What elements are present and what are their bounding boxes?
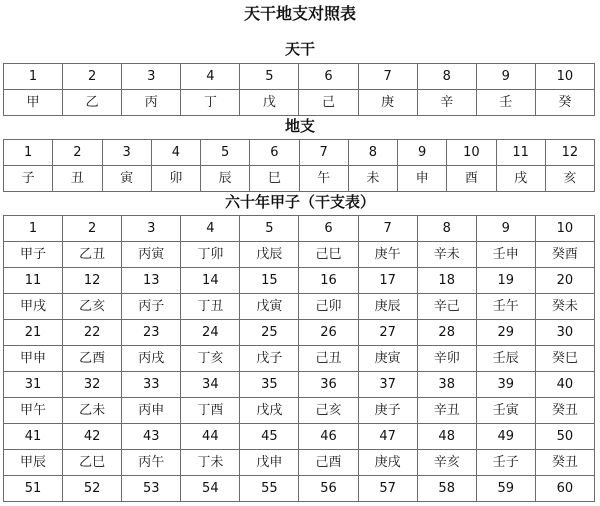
table-cell: 亥 — [545, 166, 594, 192]
table-cell: 10 — [535, 216, 594, 242]
table-cell: 59 — [476, 476, 535, 502]
table-cell: 16 — [299, 268, 358, 294]
table-cell: 12 — [63, 268, 122, 294]
table-cell: 54 — [181, 476, 240, 502]
table-cell: 寅 — [102, 166, 151, 192]
table-cell: 7 — [358, 64, 417, 90]
table-cell: 28 — [417, 320, 476, 346]
dizhi-heading: 地支 — [284, 117, 315, 135]
table-cell: 33 — [122, 372, 181, 398]
table-cell: 27 — [358, 320, 417, 346]
table-cell: 21 — [4, 320, 63, 346]
table-cell: 己酉 — [299, 450, 358, 476]
table-cell: 乙 — [63, 90, 122, 116]
number-row — [4, 320, 595, 346]
table-cell: 15 — [240, 268, 299, 294]
name-row — [4, 242, 595, 268]
table-cell: 子 — [4, 166, 53, 192]
table-cell: 18 — [417, 268, 476, 294]
jiazi-table — [3, 215, 595, 502]
table-cell: 37 — [358, 372, 417, 398]
table-cell: 24 — [181, 320, 240, 346]
table-cell: 19 — [476, 268, 535, 294]
table-cell: 壬午 — [476, 294, 535, 320]
table-cell: 22 — [63, 320, 122, 346]
table-cell: 32 — [63, 372, 122, 398]
table-cell: 辛卯 — [417, 346, 476, 372]
page-title: 天干地支对照表 — [243, 4, 356, 23]
dizhi-table — [3, 139, 595, 192]
table-cell: 丁亥 — [181, 346, 240, 372]
table-cell: 9 — [398, 140, 447, 166]
table-cell: 23 — [122, 320, 181, 346]
table-cell: 壬 — [476, 90, 535, 116]
table-cell: 46 — [299, 424, 358, 450]
table-cell: 8 — [348, 140, 397, 166]
table-cell: 29 — [476, 320, 535, 346]
table-cell: 1 — [4, 140, 53, 166]
table-cell: 丙申 — [122, 398, 181, 424]
table-cell: 戊申 — [240, 450, 299, 476]
table-cell: 4 — [151, 140, 200, 166]
table-cell: 7 — [299, 140, 348, 166]
table-cell: 5 — [240, 64, 299, 90]
table-cell: 己 — [299, 90, 358, 116]
table-cell: 45 — [240, 424, 299, 450]
name-row — [4, 346, 595, 372]
table-cell: 甲午 — [4, 398, 63, 424]
table-cell: 午 — [299, 166, 348, 192]
table-cell: 申 — [398, 166, 447, 192]
table-cell: 2 — [63, 64, 122, 90]
table-cell: 6 — [299, 216, 358, 242]
table-cell: 42 — [63, 424, 122, 450]
table-cell: 3 — [102, 140, 151, 166]
table-cell: 甲申 — [4, 346, 63, 372]
table-cell: 12 — [545, 140, 594, 166]
table-cell: 庚戌 — [358, 450, 417, 476]
table-cell: 辛己 — [417, 294, 476, 320]
table-cell: 11 — [4, 268, 63, 294]
number-row — [4, 216, 595, 242]
table-cell: 丁丑 — [181, 294, 240, 320]
table-cell: 49 — [476, 424, 535, 450]
table-cell: 8 — [417, 216, 476, 242]
table-cell: 52 — [63, 476, 122, 502]
table-cell: 壬申 — [476, 242, 535, 268]
table-cell: 乙酉 — [63, 346, 122, 372]
table-cell: 10 — [535, 64, 594, 90]
table-cell: 50 — [535, 424, 594, 450]
table-cell: 丁卯 — [181, 242, 240, 268]
table-cell: 55 — [240, 476, 299, 502]
table-cell: 己巳 — [299, 242, 358, 268]
table-cell: 甲辰 — [4, 450, 63, 476]
tiangan-table — [3, 63, 595, 116]
jiazi-heading: 六十年甲子（干支表） — [224, 193, 375, 211]
table-cell: 戊 — [240, 90, 299, 116]
number-row — [4, 372, 595, 398]
table-cell: 60 — [535, 476, 594, 502]
table-cell: 乙未 — [63, 398, 122, 424]
table-cell: 7 — [358, 216, 417, 242]
table-cell: 庚子 — [358, 398, 417, 424]
table-cell: 丁酉 — [181, 398, 240, 424]
table-cell: 庚辰 — [358, 294, 417, 320]
table-cell: 2 — [53, 140, 102, 166]
table-cell: 10 — [447, 140, 496, 166]
name-row — [4, 294, 595, 320]
table-cell: 40 — [535, 372, 594, 398]
table-cell: 丙寅 — [122, 242, 181, 268]
table-cell: 辛 — [417, 90, 476, 116]
table-cell: 53 — [122, 476, 181, 502]
table-cell: 11 — [496, 140, 545, 166]
table-cell: 31 — [4, 372, 63, 398]
table-cell: 庚寅 — [358, 346, 417, 372]
table-cell: 6 — [250, 140, 299, 166]
table-cell: 乙丑 — [63, 242, 122, 268]
table-cell: 20 — [535, 268, 594, 294]
table-cell: 1 — [4, 64, 63, 90]
table-cell: 6 — [299, 64, 358, 90]
table-cell: 丑 — [53, 166, 102, 192]
table-cell: 癸丑 — [535, 398, 594, 424]
table-cell: 30 — [535, 320, 594, 346]
table-cell: 己丑 — [299, 346, 358, 372]
table-cell: 戊子 — [240, 346, 299, 372]
table-cell: 癸巳 — [535, 346, 594, 372]
table-cell: 己卯 — [299, 294, 358, 320]
table-cell: 壬寅 — [476, 398, 535, 424]
table-cell: 己亥 — [299, 398, 358, 424]
table-cell: 丙子 — [122, 294, 181, 320]
table-cell: 甲戌 — [4, 294, 63, 320]
table-cell: 58 — [417, 476, 476, 502]
table-cell: 戊戌 — [240, 398, 299, 424]
table-cell: 癸未 — [535, 294, 594, 320]
number-row — [4, 424, 595, 450]
table-cell: 3 — [122, 64, 181, 90]
table-cell: 辰 — [201, 166, 250, 192]
table-cell: 甲 — [4, 90, 63, 116]
table-cell: 9 — [476, 64, 535, 90]
table-cell: 庚 — [358, 90, 417, 116]
table-cell: 14 — [181, 268, 240, 294]
table-cell: 8 — [417, 64, 476, 90]
number-row — [4, 476, 595, 502]
table-cell: 乙亥 — [63, 294, 122, 320]
table-cell: 4 — [181, 64, 240, 90]
table-cell: 辛未 — [417, 242, 476, 268]
table-cell: 48 — [417, 424, 476, 450]
table-cell: 丙午 — [122, 450, 181, 476]
table-cell: 1 — [4, 216, 63, 242]
table-cell: 壬子 — [476, 450, 535, 476]
table-cell: 51 — [4, 476, 63, 502]
table-cell: 5 — [240, 216, 299, 242]
table-cell: 戊寅 — [240, 294, 299, 320]
table-cell: 57 — [358, 476, 417, 502]
table-cell: 丁未 — [181, 450, 240, 476]
table-cell: 辛丑 — [417, 398, 476, 424]
table-cell: 卯 — [151, 166, 200, 192]
table-cell: 13 — [122, 268, 181, 294]
table-cell: 5 — [201, 140, 250, 166]
table-cell: 38 — [417, 372, 476, 398]
table-cell: 丙 — [122, 90, 181, 116]
table-cell: 9 — [476, 216, 535, 242]
name-row — [4, 166, 595, 192]
table-cell: 47 — [358, 424, 417, 450]
table-cell: 3 — [122, 216, 181, 242]
table-cell: 戊辰 — [240, 242, 299, 268]
table-cell: 43 — [122, 424, 181, 450]
table-cell: 44 — [181, 424, 240, 450]
table-cell: 25 — [240, 320, 299, 346]
number-row — [4, 64, 595, 90]
table-cell: 癸酉 — [535, 242, 594, 268]
table-cell: 辛亥 — [417, 450, 476, 476]
name-row — [4, 398, 595, 424]
name-row — [4, 450, 595, 476]
table-cell: 2 — [63, 216, 122, 242]
table-cell: 4 — [181, 216, 240, 242]
table-cell: 酉 — [447, 166, 496, 192]
table-cell: 丙戌 — [122, 346, 181, 372]
table-cell: 庚午 — [358, 242, 417, 268]
table-cell: 壬辰 — [476, 346, 535, 372]
table-cell: 癸丑 — [535, 450, 594, 476]
table-cell: 39 — [476, 372, 535, 398]
table-cell: 癸 — [535, 90, 594, 116]
table-cell: 巳 — [250, 166, 299, 192]
table-cell: 36 — [299, 372, 358, 398]
table-cell: 26 — [299, 320, 358, 346]
table-cell: 戌 — [496, 166, 545, 192]
table-cell: 34 — [181, 372, 240, 398]
table-cell: 未 — [348, 166, 397, 192]
table-cell: 乙巳 — [63, 450, 122, 476]
table-cell: 丁 — [181, 90, 240, 116]
number-row — [4, 140, 595, 166]
table-cell: 35 — [240, 372, 299, 398]
table-cell: 56 — [299, 476, 358, 502]
tiangan-heading: 天干 — [284, 40, 315, 58]
table-cell: 41 — [4, 424, 63, 450]
name-row — [4, 90, 595, 116]
table-cell: 甲子 — [4, 242, 63, 268]
table-cell: 17 — [358, 268, 417, 294]
number-row — [4, 268, 595, 294]
